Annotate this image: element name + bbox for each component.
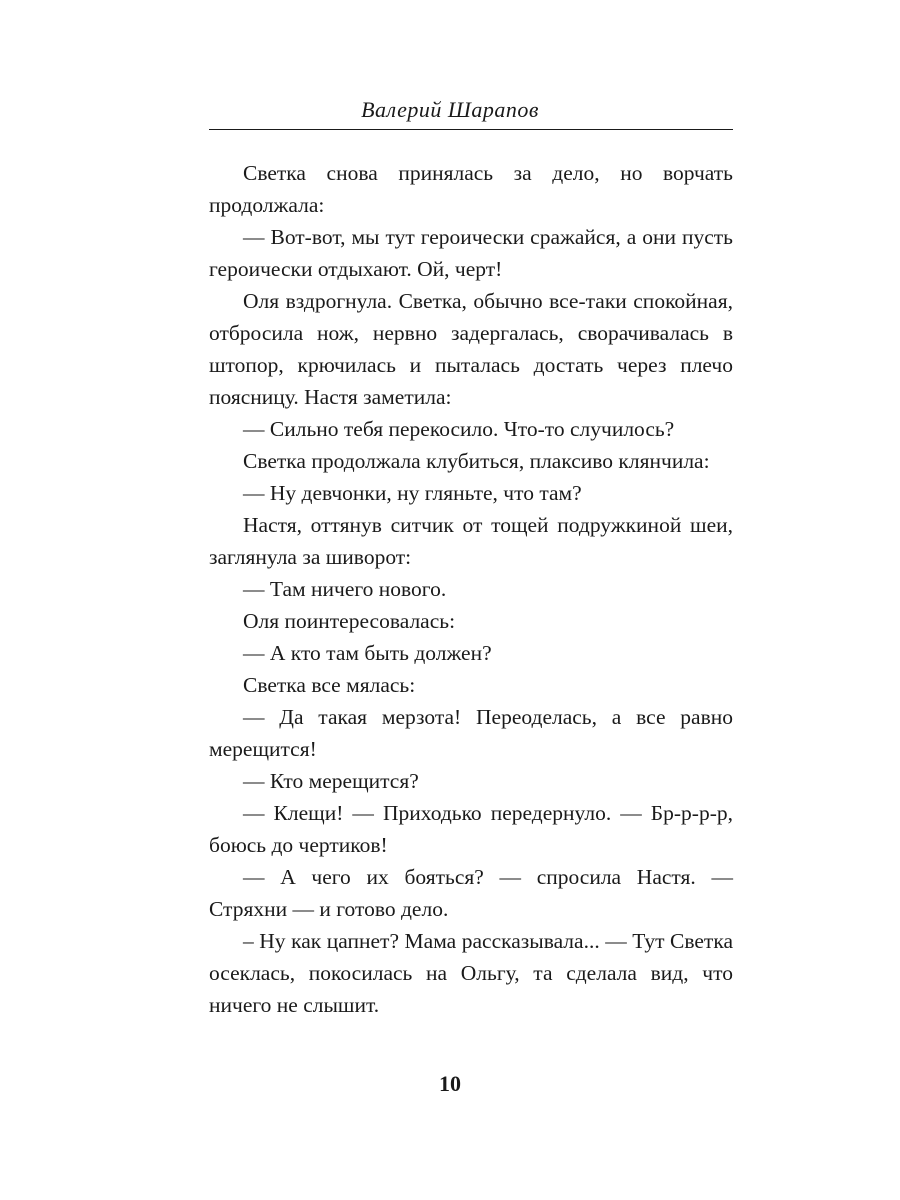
paragraph: Настя, оттянув ситчик от тощей подружкиной шеи, заглянула за шиворот:	[209, 513, 733, 569]
paragraph: Оля поинтересовалась:	[243, 609, 456, 633]
paragraph: — Клещи! — Приходько передернуло. — Бр-р-р-р, боюсь до чертиков!	[209, 801, 733, 857]
paragraph: — А чего их бояться? — спросила Настя. — Стряхни — и готово дело.	[209, 865, 733, 921]
author-name: Валерий Шарапов	[361, 97, 539, 122]
paragraph: — Сильно тебя перекосило. Что-то случилось?	[243, 417, 675, 441]
paragraph: — Кто мерещится?	[243, 769, 419, 793]
paragraph: Светка продолжала клубиться, плаксиво клянчила:	[243, 449, 710, 473]
paragraph: – Ну как цапнет? Мама рассказывала... — Тут Светка осеклась, покосилась на Ольгу, та сделала вид, что ничего не слышит.	[209, 929, 733, 1017]
header-divider	[209, 129, 733, 130]
running-header	[0, 94, 900, 126]
paragraph: Светка все мялась:	[243, 673, 416, 697]
body-text	[209, 157, 733, 1021]
paragraph: — Ну девчонки, ну гляньте, что там?	[243, 481, 582, 505]
paragraph: — А кто там быть должен?	[243, 641, 492, 665]
paragraph: — Там ничего нового.	[243, 577, 447, 601]
page-number: 10	[439, 1071, 461, 1096]
paragraph: Оля вздрогнула. Светка, обычно все-таки спокойная, отбросила нож, нервно задергалась, сворачивалась в штопор, крючилась и пыталась достать через плечо поясницу. Настя заметила:	[209, 289, 733, 409]
paragraph: — Вот-вот, мы тут героически сражайся, а они пусть героически отдыхают. Ой, черт!	[209, 225, 733, 281]
paragraph: — Да такая мерзота! Переоделась, а все равно мерещится!	[209, 705, 733, 761]
paragraph: Светка снова принялась за дело, но ворчать продолжала:	[209, 161, 733, 217]
